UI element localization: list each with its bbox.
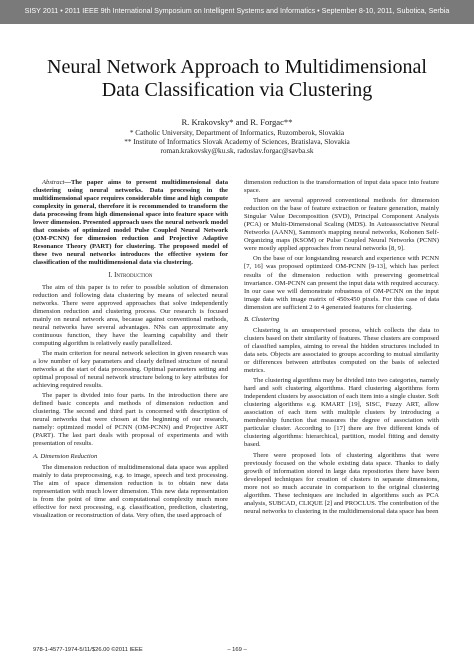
paper-title xyxy=(20,56,454,102)
intro-paragraph-3: The paper is divided into four parts. In the introduction there are defined basic concepts and methods of dimension reduction and clustering. The second and third part is concerned with description of neural networks that were chosen at the beginning of our research, namely: optimized model of PCNN (OM-PCNN) and Projective ART (PART). The last part deals with proposal of experiments and with presentation of results. xyxy=(33,392,228,448)
authors: R. Krakovsky* and R. Forgac** xyxy=(181,117,293,127)
title-line-2: Data Classification via Clustering xyxy=(101,79,373,101)
section-heading-introduction: I. Introduction xyxy=(108,271,153,279)
footer-isbn: 978-1-4577-1974-5/11/$26.00 ©2011 IEEE xyxy=(33,647,143,653)
dimension-reduction-paragraph-3: On the base of our longstanding research and experience with PCNN [7, 16] was proposed optimized OM-PCNN [9-13], which has perfect results of the dimension reduction with preserving geometrical invariance. OM-PCNN can present the input data with required accuracy. In our case we will demonstrate robustness of OM-PCNN on the input image data with image matrix of 450x450 pixels. For this case of data dimension are sufficient 2 to 4 generated features for clustering. xyxy=(244,255,439,311)
dimension-reduction-paragraph-1: The dimension reduction of multidimensional data space was applied mainly to data preprocessing, e.g. to image, speech and text processing. The aim of space dimension reduction is to obtain new data representation with much lower dimension. This new data representation is from the point of time and computational complexity much more effective for next processing, e.g. classification, prediction, clustering, visualization or reconstruction of data. Very often, the used approach of xyxy=(33,463,228,519)
conference-header: SISY 2011 • 2011 IEEE 9th International Symposium on Intelligent Systems and Informatics • September 8-10, 2011, Subotica, Serbia xyxy=(24,6,450,15)
abstract-text: —The paper aims to present multidimensional data clustering using neural networks. Data processing in the multidimensional space requires considerable time and high compute complexity in general, therefore it is recommended to transform the data processing from high dimensional space into feature space with lower dimension. Presented approach uses the neural network model that consists of optimized model Pulse Coupled Neural Network (OM-PCNN) for dimension reduction and Projective Adaptive Resonance Theory (PART) for clustering. The proposed model of these two neural networks introduces the effective system for classification of the multidimensional data via clustering. xyxy=(33,179,228,267)
page-number: – 169 – xyxy=(227,647,247,653)
right-column xyxy=(244,179,439,518)
abstract-label: Abstract xyxy=(42,179,65,186)
left-column xyxy=(33,179,228,522)
intro-paragraph-2: The main criterion for neural network selection in given research was a low number of key parameters and clearly defined structure of neural networks at the start of data processing. Optimal parameters setting and optimal proposal of neural network structure belong to key attributes for achieving required results. xyxy=(33,349,228,390)
affiliation-1: * Catholic University, Department of Informatics, Ruzomberok, Slovakia xyxy=(129,128,345,137)
affiliation-2: ** Institute of Informatics Slovak Academy of Sciences, Bratislava, Slovakia xyxy=(124,137,350,146)
conference-header-bar xyxy=(0,0,474,24)
clustering-paragraph-1: Clustering is an unsupervised process, which collects the data to clusters based on their similarity of features. These clusters are composed of classified samples, aiming to reveal the hidden structures included in data sets. Objects are associated to groups according to mutual similarity or differences between attributes computed on the basis of selected metrics. xyxy=(244,326,439,375)
author-emails: roman.krakovsky@ku.sk, radoslav.forgac@savba.sk xyxy=(160,146,314,155)
abstract xyxy=(33,179,228,268)
intro-paragraph-1: The aim of this paper is to refer to possible solution of dimension reduction and following data clustering by means of selected neural networks. There were approved approaches that solve independently dimension reduction and clustering process. Our research is focused mainly on neural network area, because against conventional methods, neural networks have several advantages. NNs can approximate any continuous function, they have the learning capability and their computing algorithm is relatively easily parallelized. xyxy=(33,283,228,347)
title-line-1: Neural Network Approach to Multidimensional xyxy=(47,56,427,78)
subsection-heading-dimension-reduction: A. Dimension Reduction xyxy=(33,452,98,460)
clustering-paragraph-3: There were proposed lots of clustering algorithms that were previously focused on the whole existing data space. Thanks to daily growth of information stored in large data repositories there have been developed techniques for creation of clusters in separate dimensions, more not so much accurate in comparison to the original clustering algorithm. These techniques are included in algorithms such as PCA analysis, SUBCAD, CLIQUE [2] and PROCLUS. The contribution of the neural networks to clustering in the multidimensional data space has been xyxy=(244,451,439,515)
subsection-heading-clustering: B. Clustering xyxy=(244,315,280,323)
affiliations xyxy=(20,128,454,155)
dimension-reduction-paragraph-continued: dimension reduction is the transformation of input data space into feature space. xyxy=(244,179,439,195)
dimension-reduction-paragraph-2: There are several approved conventional methods for dimension reduction on the base of feature extraction or feature generation, mainly Singular Value Decomposition (SVD), Principal Component Analysis (PCA) or Multi-Dimensional Scaling (MDS). In Autoassociative Neural Networks (AANN), Sammon's mapping neural networks, Kohonen Self-Organizing maps (KSOM) or Pulse Coupled Neural Networks (PCNN) were mostly applied approaches from neural networks [8, 9]. xyxy=(244,197,439,253)
clustering-paragraph-2: The clustering algorithms may be divided into two categories, namely hard and soft clustering algorithms. Hard clustering algorithms form independent clusters by association of each item into a single cluster. Soft clustering algorithms e.g. KMART [19], SISC, Fuzzy ART, allow association of each item with multiple clusters by introducing a membership function that measures the degree of association with particular cluster. According to [17] there are five different kinds of clustering algorithms: hierarchical, partition, model fitting and density based. xyxy=(244,377,439,449)
